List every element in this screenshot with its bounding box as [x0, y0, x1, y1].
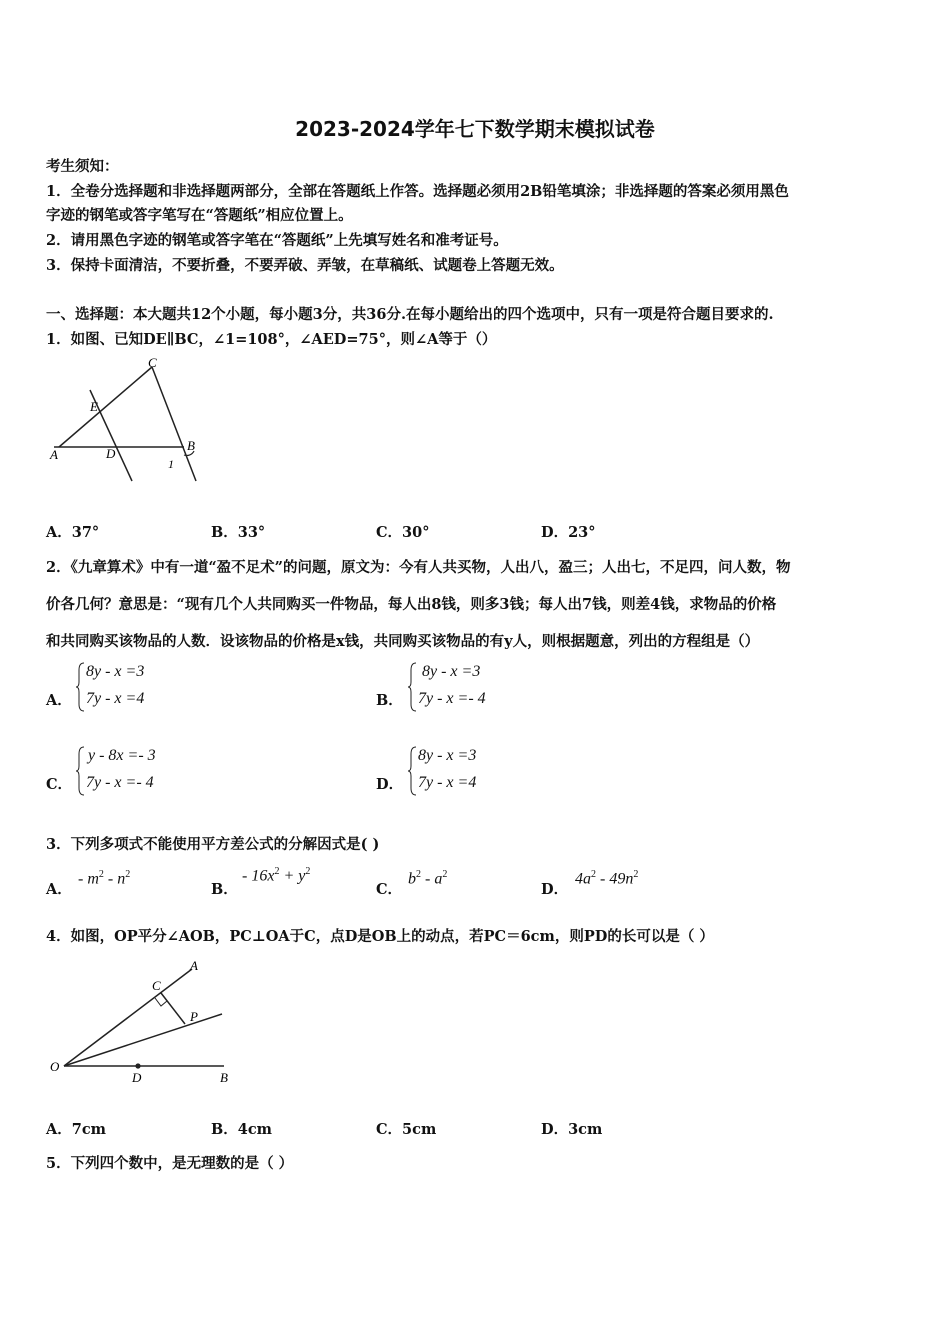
label-o: O	[50, 1059, 60, 1074]
line-ac	[59, 367, 152, 447]
label-a: A	[190, 958, 198, 973]
ray-op	[64, 1014, 222, 1066]
notice-item-1-line-1: 1．全卷分选择题和非选择题两部分，全部在答题纸上作答。选择题必须用2B铅笔填涂；非选择题的答案必须用黑色	[46, 183, 789, 200]
question-3-option-b-expr: - $16x^2 + y^2$	[242, 866, 311, 885]
label-a: A	[50, 447, 58, 462]
label-p: P	[190, 1009, 198, 1024]
question-1-option-c: C．30°	[376, 524, 430, 541]
question-3-option-d-expr: $4a^2 - 49n^2$	[575, 869, 639, 888]
notice-item-1-line-2: 字迹的钢笔或答字笔写在“答题纸”相应位置上。	[46, 207, 353, 224]
line-cb	[152, 367, 196, 481]
question-1-option-a: A．37°	[46, 524, 100, 541]
question-1-option-b: B．33°	[211, 524, 266, 541]
label-d: D	[106, 446, 116, 461]
brace-icon	[408, 662, 418, 712]
question-4-option-d: D．3cm	[541, 1121, 603, 1138]
label-d: D	[132, 1070, 142, 1085]
question-1-stem: 1．如图、已知DE∥BC，∠1=108°，∠AED=75°，则∠A等于（）	[46, 331, 497, 348]
brace-icon	[76, 746, 86, 796]
equation-1: 8y - x =3	[422, 663, 481, 680]
equation-1: 8y - x =3	[86, 663, 145, 680]
brace-icon	[408, 746, 418, 796]
question-3-stem: 3．下列多项式不能使用平方差公式的分解因式是( )	[46, 836, 380, 853]
equation-1: 8y - x =3	[418, 747, 477, 764]
brace-icon	[76, 662, 86, 712]
equation-2: 7y - x =- 4	[86, 774, 154, 791]
question-4-option-c: C．5cm	[376, 1121, 437, 1138]
equation-1: y - 8x =- 3	[88, 747, 156, 764]
question-3-option-c-label: C．	[376, 881, 403, 898]
question-3-option-b-label: B．	[211, 881, 238, 898]
question-3-option-d-label: D．	[541, 881, 569, 898]
question-1-figure	[44, 355, 214, 490]
equation-2: 7y - x =4	[418, 774, 477, 791]
point-d	[135, 1063, 140, 1068]
question-4-option-a: A．7cm	[46, 1121, 107, 1138]
question-2-option-b-label: B．	[376, 692, 403, 709]
question-2-line-3: 和共同购买该物品的人数．设该物品的价格是x钱，共同购买该物品的有y人，则根据题意，列出的方程组是（）	[46, 633, 760, 650]
label-e: E	[90, 399, 98, 414]
ray-oa	[64, 969, 192, 1066]
equation-2: 7y - x =4	[86, 690, 145, 707]
label-c: C	[148, 355, 157, 370]
question-2-option-d-label: D．	[376, 776, 404, 793]
notice-heading: 考生须知：	[46, 158, 119, 175]
label-b: B	[220, 1070, 228, 1085]
question-3-option-c-expr: $b^2 - a^2$	[408, 869, 448, 888]
question-5-stem: 5．下列四个数中，是无理数的是（ ）	[46, 1155, 294, 1172]
section-heading: 一、选择题：本大题共12个小题，每小题3分，共36分.在每小题给出的四个选项中，只有一项是符合题目要求的.	[46, 306, 774, 323]
question-4-stem: 4．如图，OP平分∠AOB，PC⊥OA于C，点D是OB上的动点，若PC＝6cm，则PD的长可以是（ ）	[46, 928, 714, 945]
label-c: C	[152, 978, 161, 993]
question-4-figure	[44, 955, 244, 1090]
notice-item-2: 2．请用黑色字迹的钢笔或答字笔在“答题纸”上先填写姓名和准考证号。	[46, 232, 508, 249]
label-angle-1: 1	[168, 457, 174, 471]
notice-item-3: 3．保持卡面清洁，不要折叠，不要弄破、弄皱，在草稿纸、试题卷上答题无效。	[46, 257, 564, 274]
question-2-option-c-label: C．	[46, 776, 73, 793]
label-b: B	[187, 438, 195, 453]
question-2-option-a-label: A．	[46, 692, 72, 709]
question-4-option-b: B．4cm	[211, 1121, 273, 1138]
equation-2: 7y - x =- 4	[418, 690, 486, 707]
question-3-option-a-expr: - $m^2 - n^2$	[78, 869, 131, 888]
question-2-line-1: 2．《九章算术》中有一道“盈不足术”的问题，原文为：今有人共买物，人出八，盈三；人出七，不足四，问人数，物	[46, 559, 791, 576]
question-2-line-2: 价各几何？意思是：“现有几个人共同购买一件物品，每人出8钱，则多3钱；每人出7钱，则差4钱，求物品的价格	[46, 596, 777, 613]
question-3-option-a-label: A．	[46, 881, 72, 898]
question-1-option-d: D．23°	[541, 524, 596, 541]
segment-pc	[161, 993, 185, 1024]
page-title: 2023-2024学年七下数学期末模拟试卷	[295, 117, 655, 141]
